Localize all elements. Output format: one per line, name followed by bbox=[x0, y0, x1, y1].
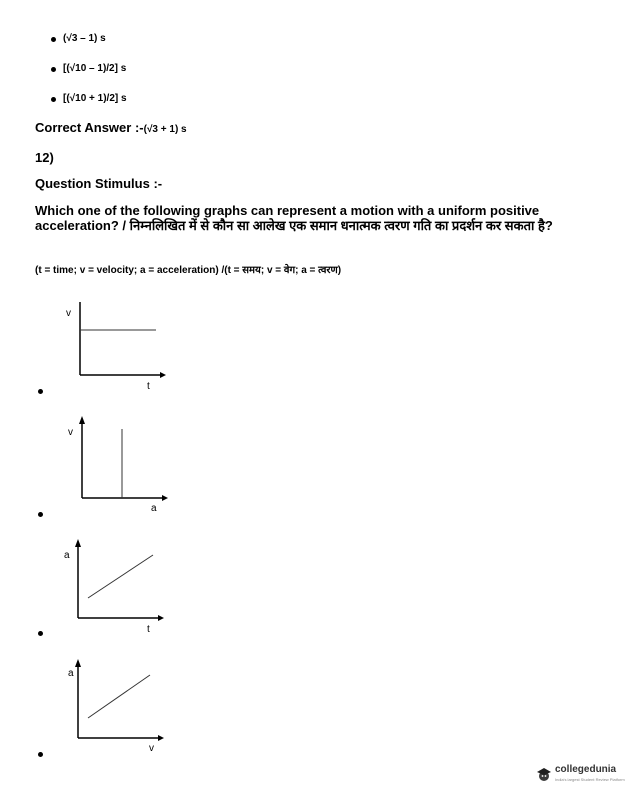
graph-1-x-label: t bbox=[147, 381, 150, 392]
graph-2-y-label: v bbox=[68, 427, 73, 438]
graph-option-1[interactable] bbox=[60, 300, 170, 395]
option-1: (√3 – 1) s bbox=[63, 33, 106, 44]
correct-answer-value: (√3 + 1) s bbox=[143, 124, 187, 135]
graph-3-x-label: t bbox=[147, 624, 150, 635]
option-2: [(√10 – 1)/2] s bbox=[63, 63, 127, 74]
graph-4-plot-line bbox=[88, 675, 150, 718]
graph-2-arrow-x bbox=[162, 495, 168, 501]
brand-logo bbox=[536, 762, 625, 786]
graph-bullet bbox=[38, 389, 43, 394]
option-bullet bbox=[51, 97, 56, 102]
correct-answer bbox=[35, 119, 187, 137]
graph-bullet bbox=[38, 752, 43, 757]
graph-bullet bbox=[38, 512, 43, 517]
brand-tagline: India's largest Student Review Platform bbox=[555, 777, 625, 782]
graph-option-3[interactable] bbox=[60, 538, 170, 638]
question-text: Which one of the following graphs can represent a motion with a uniform positive acceleration? / निम्नलिखित में से कौन सा आलेख एक समान धनात्मक त्वरण गति का प्रदर्शन कर सकता है? bbox=[35, 203, 553, 233]
stimulus-label: Question Stimulus :- bbox=[35, 176, 163, 191]
question-number: 12) bbox=[35, 150, 54, 165]
graph-3-plot-line bbox=[88, 555, 153, 598]
correct-answer-label: Correct Answer :- bbox=[35, 120, 144, 135]
graph-4-x-label: v bbox=[149, 743, 154, 754]
graph-1-y-label: v bbox=[66, 308, 71, 319]
graph-4-arrow-x bbox=[158, 735, 164, 741]
variable-note: (t = time; v = velocity; a = acceleration) /(t = समय; v = वेग; a = त्वरण) bbox=[35, 265, 342, 276]
graph-option-2[interactable] bbox=[60, 415, 170, 515]
option-bullet bbox=[51, 67, 56, 72]
option-bullet bbox=[51, 37, 56, 42]
graph-option-4[interactable] bbox=[60, 658, 170, 758]
graph-3-arrow-x bbox=[158, 615, 164, 621]
graph-3-y-label: a bbox=[64, 550, 70, 561]
graph-2-x-label: a bbox=[151, 503, 157, 514]
option-3: [(√10 + 1)/2] s bbox=[63, 93, 127, 104]
graduation-cap-icon bbox=[536, 766, 552, 782]
graph-1-arrow bbox=[160, 372, 166, 378]
graph-4-y-label: a bbox=[68, 668, 74, 679]
brand-name: collegedunia bbox=[555, 764, 617, 775]
graph-bullet bbox=[38, 631, 43, 636]
